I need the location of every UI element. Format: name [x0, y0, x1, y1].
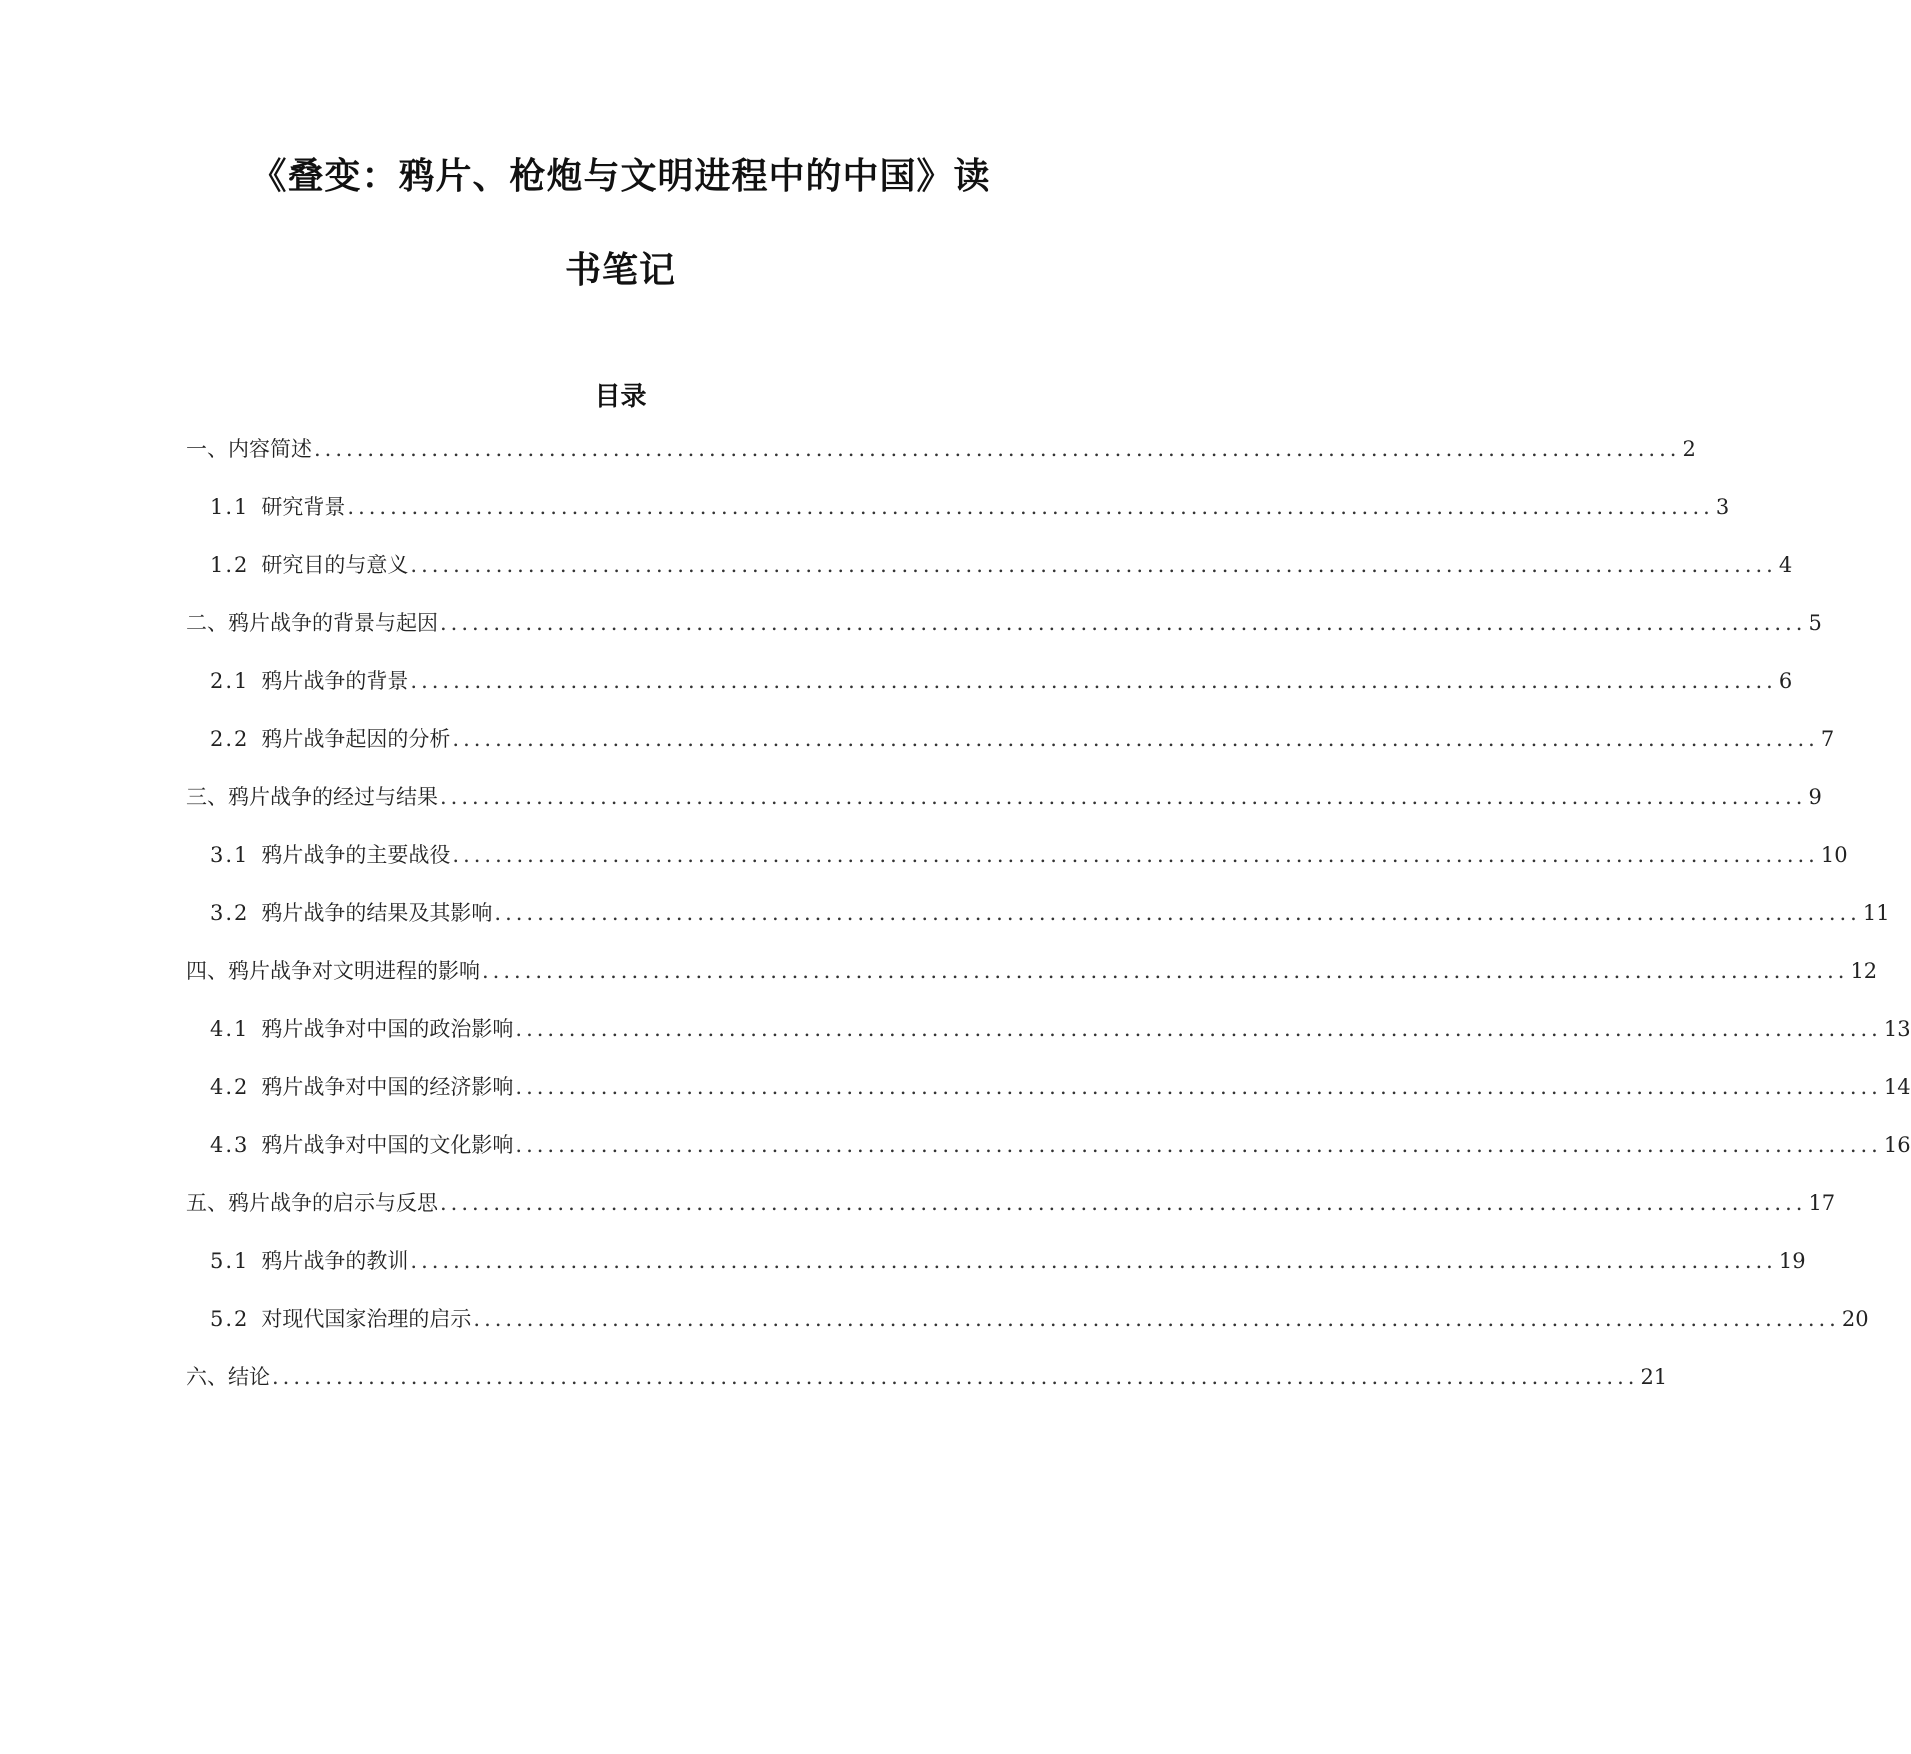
- toc-leader-dots: ................................................................................................................................: [452, 843, 1819, 867]
- document-title-line-1: 《叠变：鸦片、枪炮与文明进程中的中国》读: [250, 155, 991, 197]
- toc-entry-label: [210, 666, 408, 696]
- toc-section-number: 4.1: [210, 1017, 250, 1041]
- toc-leader-dots: ................................................................................................................................: [494, 901, 1861, 925]
- toc-section-number: 2.2: [210, 727, 250, 751]
- toc-leader-dots: ................................................................................................................................: [347, 495, 1714, 519]
- toc-entry-2-2[interactable]: [210, 724, 1835, 754]
- toc-entry-5-1[interactable]: [210, 1246, 1806, 1276]
- toc-section-number: 2.1: [210, 669, 250, 693]
- toc-page-number: 13: [1883, 1017, 1911, 1041]
- toc-entry-label: 四、鸦片战争对文明进程的影响: [186, 959, 480, 983]
- toc-leader-dots: ................................................................................................................................: [410, 553, 1777, 577]
- toc-entry-5-2[interactable]: [210, 1304, 1869, 1334]
- toc-leader-dots: ................................................................................................................................: [440, 785, 1807, 809]
- toc-leader-dots: ................................................................................................................................: [515, 1075, 1882, 1099]
- toc-entry-label: 一、内容简述: [186, 437, 312, 461]
- toc-section-number: 4.2: [210, 1075, 250, 1099]
- toc-entry-1[interactable]: [186, 434, 1696, 464]
- toc-entry-label: 五、鸦片战争的启示与反思: [186, 1191, 438, 1215]
- toc-entry-label: [210, 550, 408, 580]
- toc-entry-4-3[interactable]: [210, 1130, 1911, 1160]
- toc-page-number: 2: [1682, 437, 1696, 461]
- toc-section-number: 5.1: [210, 1249, 250, 1273]
- toc-entry-label: 三、鸦片战争的经过与结果: [186, 785, 438, 809]
- toc-section-number: 4.3: [210, 1133, 250, 1157]
- toc-page-number: 20: [1841, 1307, 1869, 1331]
- toc-entry-label: [210, 492, 345, 522]
- toc-section-title: 鸦片战争的背景: [261, 669, 409, 693]
- toc-page-number: 9: [1808, 785, 1822, 809]
- toc-page-number: 12: [1850, 959, 1878, 983]
- toc-entry-3-2[interactable]: [210, 898, 1890, 928]
- toc-entry-2-1[interactable]: [210, 666, 1793, 696]
- toc-page-number: 19: [1778, 1249, 1806, 1273]
- toc-page-number: 3: [1715, 495, 1730, 519]
- toc-page-number: 6: [1778, 669, 1793, 693]
- toc-section-title: 鸦片战争对中国的政治影响: [261, 1017, 514, 1041]
- toc-entry-3-1[interactable]: [210, 840, 1848, 870]
- toc-section-title: 研究背景: [261, 495, 346, 519]
- toc-entry-4-2[interactable]: [210, 1072, 1911, 1102]
- toc-page-number: 17: [1808, 1191, 1836, 1215]
- toc-section-number: 1.2: [210, 553, 250, 577]
- toc-entry-2[interactable]: [186, 608, 1822, 638]
- toc-leader-dots: ................................................................................................................................: [440, 1191, 1807, 1215]
- toc-page-number: 7: [1820, 727, 1835, 751]
- toc-section-title: 鸦片战争起因的分析: [261, 727, 451, 751]
- document-title-line-2: 书笔记: [564, 249, 676, 291]
- toc-page-number: 21: [1640, 1365, 1668, 1389]
- toc-section-title: 对现代国家治理的启示: [261, 1307, 472, 1331]
- toc-leader-dots: ................................................................................................................................: [314, 437, 1681, 461]
- toc-section-number: 1.1: [210, 495, 250, 519]
- toc-page-number: 11: [1862, 901, 1890, 925]
- toc-entry-6[interactable]: [186, 1362, 1668, 1392]
- toc-section-title: 鸦片战争的教训: [261, 1249, 409, 1273]
- toc-leader-dots: ................................................................................................................................: [452, 727, 1819, 751]
- toc-section-title: 鸦片战争的主要战役: [261, 843, 451, 867]
- toc-section-title: 鸦片战争对中国的经济影响: [261, 1075, 514, 1099]
- toc-section-title: 鸦片战争对中国的文化影响: [261, 1133, 514, 1157]
- toc-page-number: 14: [1883, 1075, 1911, 1099]
- toc-entry-label: [210, 1304, 471, 1334]
- toc-leader-dots: ................................................................................................................................: [440, 611, 1807, 635]
- toc-section-title: 鸦片战争的结果及其影响: [261, 901, 493, 925]
- toc-page-number: 16: [1883, 1133, 1911, 1157]
- toc-leader-dots: ................................................................................................................................: [473, 1307, 1840, 1331]
- toc-page-number: 4: [1778, 553, 1793, 577]
- toc-leader-dots: ................................................................................................................................: [482, 959, 1849, 983]
- toc-entry-label: [210, 1246, 408, 1276]
- toc-entry-4-1[interactable]: [210, 1014, 1911, 1044]
- toc-page-number: 10: [1820, 843, 1848, 867]
- toc-entry-1-2[interactable]: [210, 550, 1793, 580]
- toc-entry-5[interactable]: [186, 1188, 1836, 1218]
- toc-entry-1-1[interactable]: [210, 492, 1730, 522]
- toc-section-number: 3.1: [210, 843, 250, 867]
- toc-entry-label: 二、鸦片战争的背景与起因: [186, 611, 438, 635]
- toc-entry-label: [210, 724, 450, 754]
- toc-leader-dots: ................................................................................................................................: [272, 1365, 1639, 1389]
- toc-section-number: 3.2: [210, 901, 250, 925]
- toc-leader-dots: ................................................................................................................................: [515, 1017, 1882, 1041]
- toc-entry-label: [210, 840, 450, 870]
- toc-entry-label: [210, 1130, 513, 1160]
- toc-entry-label: 六、结论: [186, 1365, 270, 1389]
- toc-entry-label: [210, 898, 492, 928]
- toc-heading: 目录: [594, 382, 647, 412]
- toc-leader-dots: ................................................................................................................................: [410, 1249, 1777, 1273]
- toc-leader-dots: ................................................................................................................................: [515, 1133, 1882, 1157]
- toc-entry-label: [210, 1014, 513, 1044]
- toc-section-title: 研究目的与意义: [261, 553, 409, 577]
- toc-page-number: 5: [1808, 611, 1822, 635]
- toc-entry-4[interactable]: [186, 956, 1878, 986]
- toc-leader-dots: ................................................................................................................................: [410, 669, 1777, 693]
- toc-entry-3[interactable]: [186, 782, 1822, 812]
- toc-entry-label: [210, 1072, 513, 1102]
- toc-section-number: 5.2: [210, 1307, 250, 1331]
